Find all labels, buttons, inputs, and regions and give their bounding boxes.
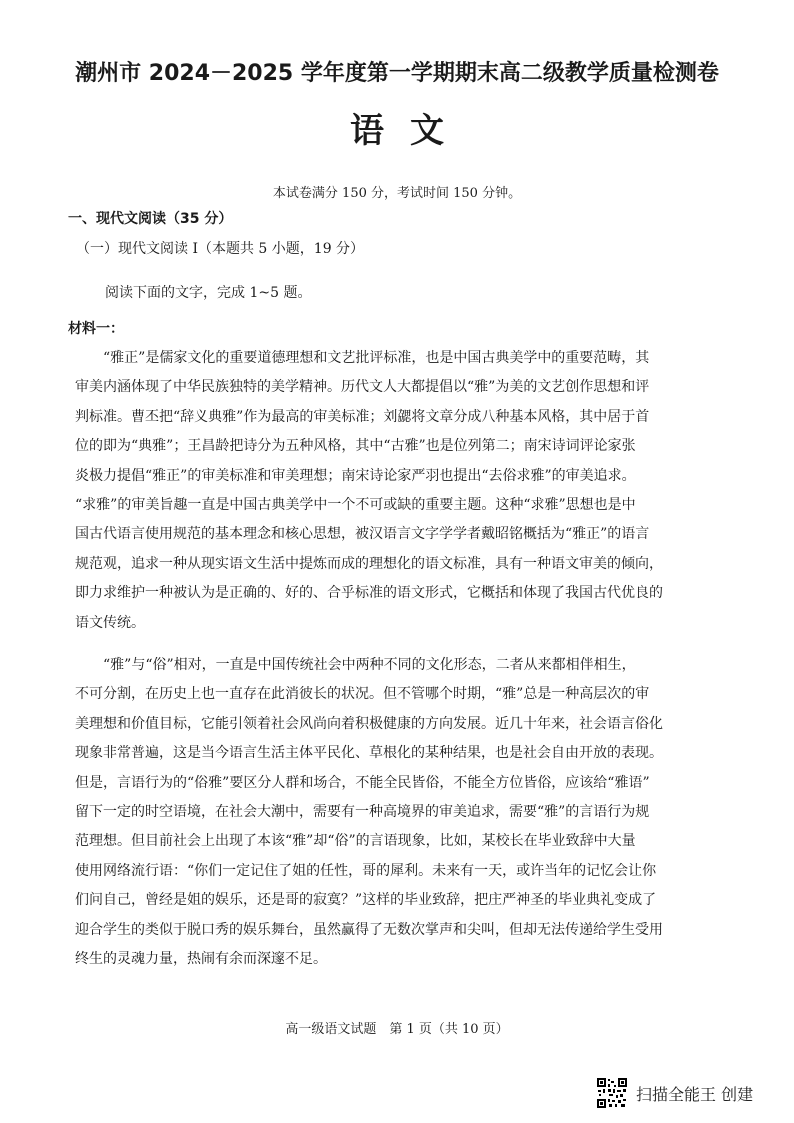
- paragraph-line: 审美内涵体现了中华民族独特的美学精神。历代文人大都提倡以“雅”为美的文艺创作思想和评: [75, 379, 650, 396]
- exam-title: 潮州市 2024－2025 学年度第一学期期末高二级教学质量检测卷: [75, 61, 719, 86]
- material-label: 材料一：: [68, 321, 124, 337]
- paragraph-line: 判标准。曹丕把“辞义典雅”作为最高的审美标准；刘勰将文章分成八种基本风格，其中居于首: [75, 408, 650, 425]
- paragraph-1: [75, 344, 731, 638]
- paragraph-line: 使用网络流行语：“你们一定记住了姐的任性，哥的犀利。未来有一天，或许当年的记忆会让你: [75, 862, 657, 879]
- paragraph-line: 迎合学生的类似于脱口秀的娱乐舞台，虽然赢得了无数次掌声和尖叫，但却无法传递给学生受用: [75, 921, 663, 938]
- paragraph-line: 炎极力提倡“雅正”的审美标准和审美理想；南宋诗论家严羽也提出“去俗求雅”的审美追求。: [75, 467, 636, 484]
- paragraph-line: 规范观，追求一种从现实语文生活中提炼而成的理想化的语文标准，具有一种语文审美的倾向，: [75, 555, 663, 572]
- paragraph-line: 语文传统。: [75, 614, 145, 631]
- paragraph-line: 即力求维护一种被认为是正确的、好的、合乎标准的语文形式，它概括和体现了我国古代优良的: [75, 585, 663, 602]
- scanner-label: 扫描全能王 创建: [636, 1084, 754, 1104]
- paragraph-line: “雅”与“俗”相对，一直是中国传统社会中两种不同的文化形态，二者从来都相伴相生，: [75, 657, 636, 673]
- subsection-heading: （一）现代文阅读 I（本题共 5 小题，19 分）: [76, 241, 365, 257]
- paragraph-line: 范理想。但目前社会上出现了本该“雅”却“俗”的言语现象，比如，某校长在毕业致辞中大量: [75, 833, 636, 850]
- paragraph-line: 美理想和价值目标，它能引领着社会风尚向着积极健康的方向发展。近几十年来，社会语言俗化: [75, 715, 663, 732]
- paragraph-line: “雅正”是儒家文化的重要道德理想和文艺批评标准，也是中国古典美学中的重要范畴，其: [75, 350, 650, 366]
- paragraph-line: “求雅”的审美旨趣一直是中国古典美学中一个不可或缺的重要主题。这种“求雅”思想也是中: [75, 496, 636, 513]
- section-heading: 一、现代文阅读（35 分）: [68, 211, 233, 227]
- paragraph-2: [75, 651, 731, 974]
- qr-code-icon: [596, 1077, 628, 1109]
- paragraph-line: 但是，言语行为的“俗雅”要区分人群和场合，不能全民皆俗，不能全方位皆俗，应该给“雅语”: [75, 774, 650, 791]
- subject-title: 语文: [350, 111, 470, 151]
- paragraph-line: 位的即为“典雅”；王昌龄把诗分为五种风格，其中“古雅”也是位列第二；南宋诗词评论家张: [75, 438, 636, 455]
- exam-note: 本试卷满分 150 分，考试时间 150 分钟。: [272, 186, 522, 201]
- paragraph-line: 不可分割，在历史上也一直存在此消彼长的状况。但不管哪个时期，“雅”总是一种高层次的审: [75, 686, 650, 703]
- scanner-watermark: [596, 1076, 753, 1110]
- paragraph-line: 们问自己，曾经是姐的娱乐，还是哥的寂寞？”这样的毕业致辞，把庄严神圣的毕业典礼变成了: [75, 892, 657, 909]
- reading-instruction: 阅读下面的文字，完成 1~5 题。: [105, 285, 312, 301]
- paragraph-line: 国古代语言使用规范的基本理念和核心思想，被汉语言文字学学者戴昭铭概括为“雅正”的语言: [75, 526, 650, 543]
- paragraph-line: 终生的灵魂力量，热闹有余而深邃不足。: [75, 950, 327, 967]
- paragraph-line: 现象非常普遍，这是当今语言生活主体平民化、草根化的某种结果，也是社会自由开放的表现。: [75, 745, 663, 762]
- paragraph-line: 留下一定的时空语境，在社会大潮中，需要有一种高境界的审美追求，需要“雅”的言语行为规: [75, 803, 650, 820]
- page-footer: 高一级语文试题 第 1 页（共 10 页）: [285, 1022, 509, 1037]
